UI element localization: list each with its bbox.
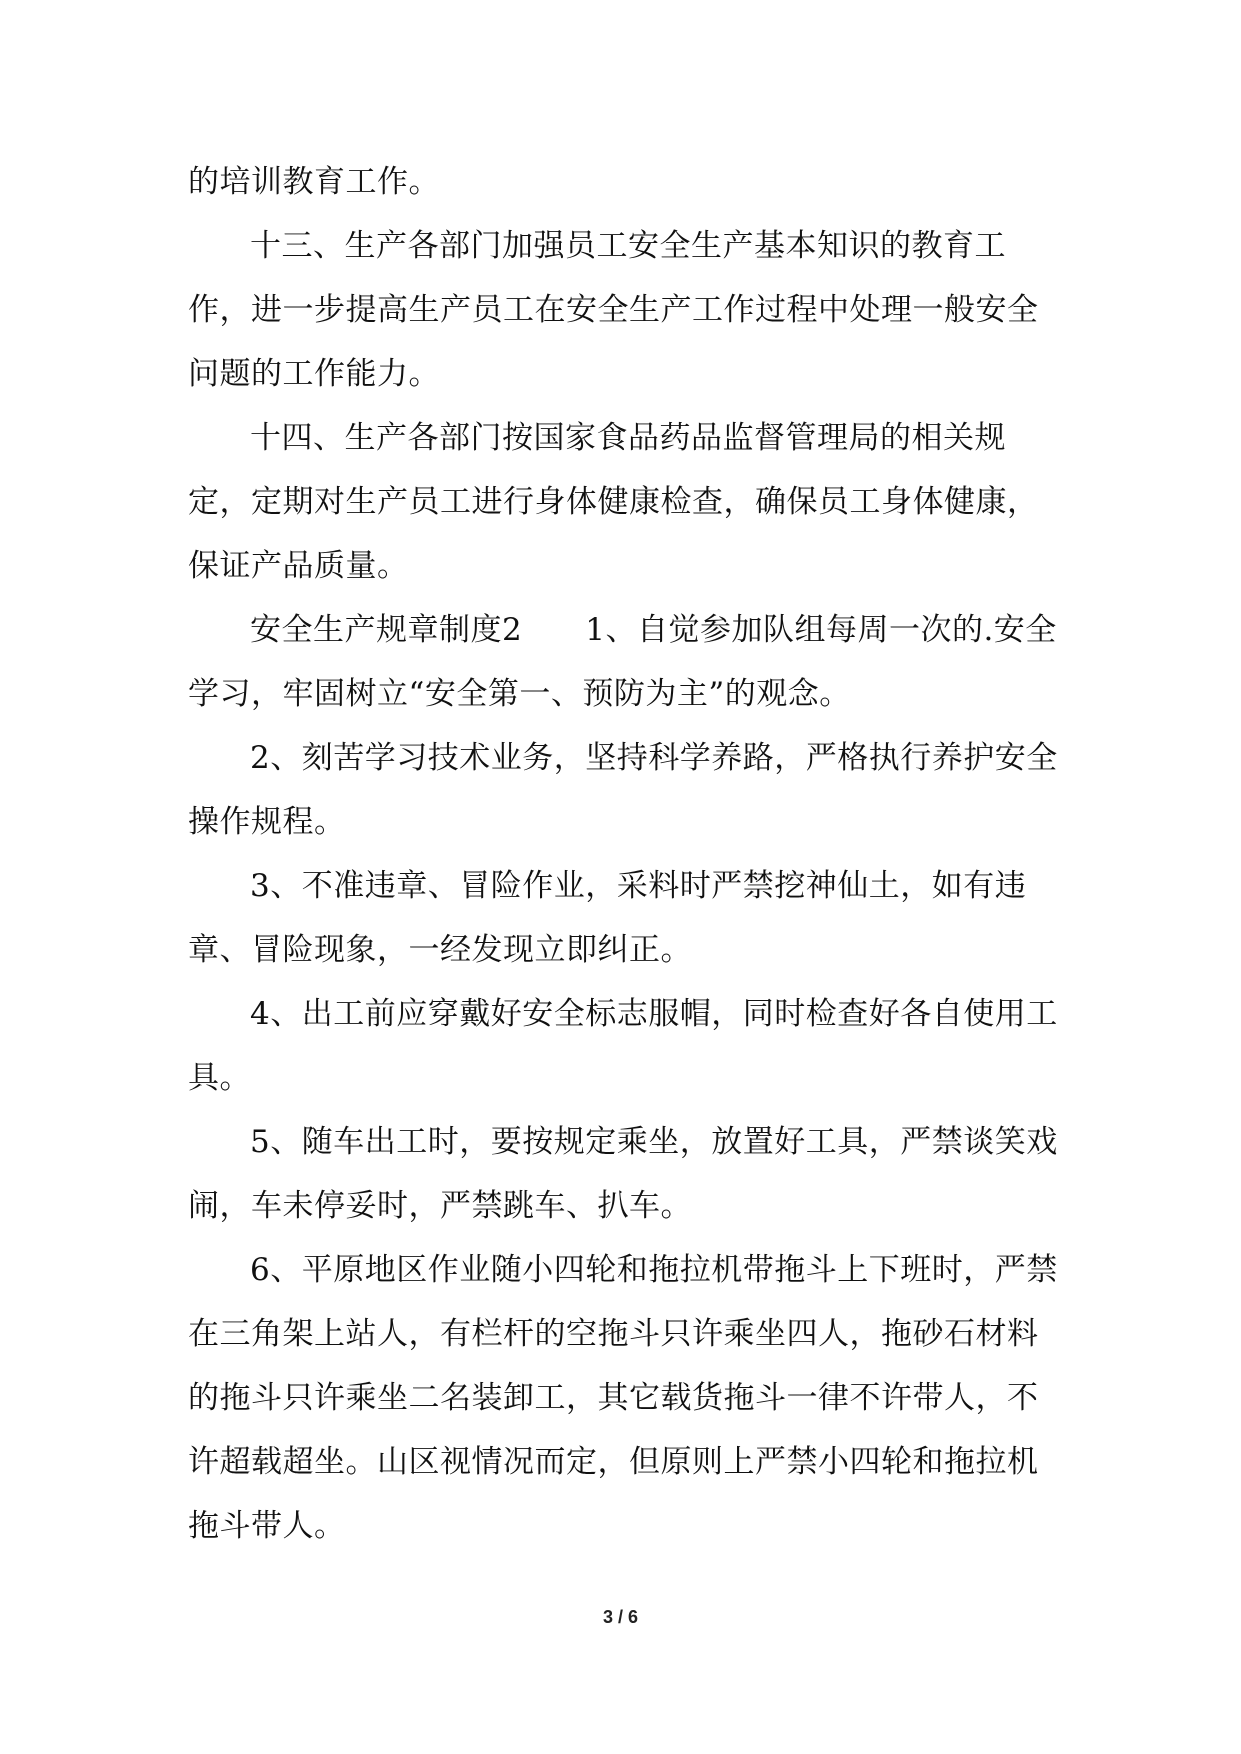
paragraph-9: 6、平原地区作业随小四轮和拖拉机带拖斗上下班时，严禁在三角架上站人，有栏杆的空拖斗只许乘坐四人，拖砂石材料的拖斗只许乘坐二名装卸工，其它载货拖斗一律不许带人，不许超载超坐。山区视情况而定，但原则上严禁小四轮和拖拉机拖斗带人。 xyxy=(188,1252,1058,1544)
paragraph-8: 5、随车出工时，要按规定乘坐，放置好工具，严禁谈笑戏闹，车未停妥时，严禁跳车、扒车。 xyxy=(188,1124,1058,1224)
paragraph-5: 2、刻苦学习技术业务，坚持科学养路，严格执行养护安全操作规程。 xyxy=(188,740,1058,840)
paragraph-6: 3、不准违章、冒险作业，采料时严禁挖神仙土，如有违章、冒险现象，一经发现立即纠正。 xyxy=(188,868,1027,968)
paragraph-2: 十三、生产各部门加强员工安全生产基本知识的教育工作，进一步提高生产员工在安全生产工作过程中处理一般安全问题的工作能力。 xyxy=(188,228,1039,392)
paragraph-7: 4、出工前应穿戴好安全标志服帽，同时检查好各自使用工具。 xyxy=(188,996,1058,1096)
paragraph-1: 的培训教育工作。 xyxy=(188,164,440,200)
page-number: 3 / 6 xyxy=(602,1607,639,1627)
document-body xyxy=(188,150,1068,1558)
paragraph-3: 十四、生产各部门按国家食品药品监督管理局的相关规定，定期对生产员工进行身体健康检查，确保员工身体健康，保证产品质量。 xyxy=(188,420,1039,584)
paragraph-4: 安全生产规章制度2 1、自觉参加队组每周一次的.安全学习，牢固树立“安全第一、预防为主”的观念。 xyxy=(188,612,1057,712)
